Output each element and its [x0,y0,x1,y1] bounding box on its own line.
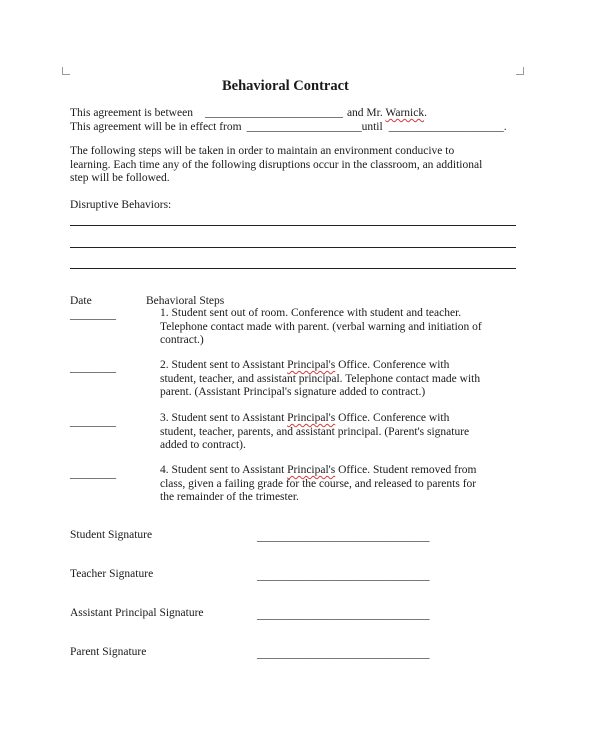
teacher-signature-blank[interactable]: ______________________________ [257,570,430,582]
step-3-line: added to contract). [160,439,246,451]
agreement-line-1 [70,107,427,119]
step-4-first-line: 4. Student sent to Assistant Principal's Office. Student removed from [160,464,477,476]
spellcheck-word: Principal's [287,464,336,476]
end-date-blank[interactable]: ____________________ [388,121,504,133]
agreement-line1-end: . [424,107,427,119]
assistant-principal-signature-label: Assistant Principal Signature [70,607,204,619]
date-column-header: Date [70,295,92,307]
agreement-line2-end: . [503,121,507,133]
student-signature-blank[interactable]: ______________________________ [257,531,430,543]
intro-paragraph [70,145,482,186]
behavior-line-3[interactable] [70,268,516,269]
behavior-line-2[interactable] [70,247,516,248]
assistant-principal-signature-blank[interactable]: ______________________________ [257,609,430,621]
behavior-line-1[interactable] [70,225,516,226]
step-2 [160,359,480,400]
step-2-date-blank[interactable]: ________ [70,362,116,374]
step-2-line: student, teacher, and assistant principal. Telephone contact made with [160,372,481,385]
intro-line: learning. Each time any of the following disruptions occur in the classroom, an additional [70,158,483,171]
until-label: until [361,121,383,133]
step-1 [160,307,482,348]
step-4-line: the remainder of the trimester. [160,491,299,503]
step-1-date-blank[interactable]: ________ [70,309,116,321]
student-signature-label: Student Signature [70,529,153,541]
step-1-line: contract.) [160,334,204,346]
step-3-first-line: 3. Student sent to Assistant Principal's Office. Conference with [160,412,450,424]
step-2-first-line: 2. Student sent to Assistant Principal's Office. Conference with [160,359,450,371]
agreement-and-label: and Mr. [346,107,386,119]
step-2-line: parent. (Assistant Principal's signature added to contract.) [160,386,426,398]
intro-line: The following steps will be taken in order to maintain an environment conducive to [70,145,455,157]
teacher-name: Warnick [385,107,425,119]
agreement-party-blank[interactable]: ________________________ [204,107,343,119]
agreement-line-2 [70,121,507,133]
parent-signature-label: Parent Signature [70,646,147,658]
agreement-between-label: This agreement is between [70,107,193,119]
top-left-margin-mark [62,67,70,75]
start-date-blank[interactable]: ____________________ [246,121,362,133]
step-1-line: 1. Student sent out of room. Conference with student and teacher. [160,307,462,319]
top-right-margin-mark [516,67,524,75]
disruptive-behaviors-label: Disruptive Behaviors: [70,199,172,211]
teacher-signature-label: Teacher Signature [70,568,154,580]
step-3 [160,412,469,453]
step-4-date-blank[interactable]: ________ [70,468,116,480]
intro-line: step will be followed. [70,172,170,184]
step-1-line: Telephone contact made with parent. (verbal warning and initiation of [160,320,482,333]
step-4-line: class, given a failing grade for the course, and released to parents for [160,477,477,490]
step-4 [160,464,477,505]
spellcheck-word: Principal's [287,412,336,424]
step-3-line: student, teacher, parents, and assistant principal. (Parent's signature [160,425,470,438]
parent-signature-blank[interactable]: ______________________________ [257,648,430,660]
effect-from-label: This agreement will be in effect from [70,121,242,133]
document-title: Behavioral Contract [222,78,349,94]
step-3-date-blank[interactable]: ________ [70,416,116,428]
steps-column-header: Behavioral Steps [146,295,225,307]
spellcheck-word: Principal's [287,359,336,371]
